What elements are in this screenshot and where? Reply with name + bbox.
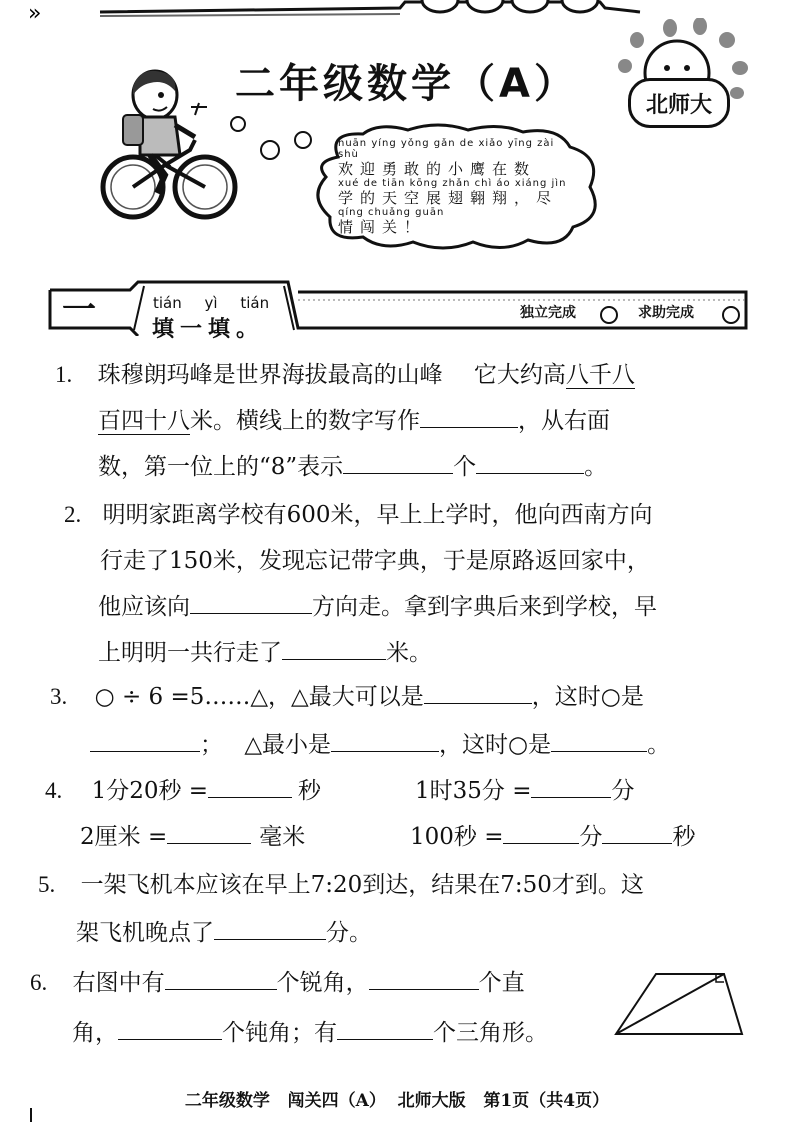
question-text: 分 [579, 824, 603, 850]
page-title: 二年级数学（A） [235, 61, 578, 107]
help-complete-label [638, 302, 694, 322]
question-text: 秒 [298, 778, 322, 804]
answer-blank[interactable] [503, 821, 579, 844]
section-title: 填一填。 [152, 316, 265, 342]
left-margin-mark [30, 1108, 32, 1122]
question-5 [38, 862, 644, 908]
answer-blank[interactable] [369, 967, 479, 990]
section-number: 一 [62, 290, 96, 330]
question-6-line-2 [72, 1010, 548, 1056]
question-4-b [415, 768, 634, 814]
question-1-line-3 [98, 444, 607, 490]
question-text: 。 [647, 732, 671, 758]
question-text: 架飞机晚点了 [76, 920, 214, 946]
question-text: 米。横线上的数字写作 [190, 408, 420, 434]
answer-blank[interactable] [602, 821, 672, 844]
question-text: 他应该向 [98, 594, 190, 620]
question-number: 3. [50, 684, 68, 709]
question-text: 米。 [386, 640, 432, 666]
question-2-line-4 [98, 630, 432, 676]
boy-on-bicycle-illustration [95, 55, 240, 225]
trapezoid-figure [612, 968, 746, 1040]
answer-blank[interactable] [118, 1017, 222, 1040]
question-text: ，从右面 [518, 408, 610, 434]
bubble-pinyin-1: huān yíng yǒng gǎn de xiǎo yīng zài shù [338, 138, 555, 160]
underlined-number-text: 百四十八 [98, 408, 190, 434]
question-text: ，这时○是 [439, 732, 552, 758]
question-text: ，这时○是 [531, 684, 644, 710]
question-text: 。 [584, 454, 608, 480]
question-text: 珠穆朗玛峰是世界海拔最高的山峰 [97, 362, 443, 388]
question-4-d [410, 814, 695, 860]
question-text: ○ ÷ 6 =5……△，△最大可以是 [94, 684, 424, 710]
question-6 [30, 960, 525, 1006]
thought-bubble-dots [225, 110, 315, 170]
self-complete-checkbox[interactable] [600, 306, 618, 324]
question-text: ； [200, 732, 223, 758]
question-1-line-2 [98, 398, 610, 444]
question-text: 上明明一共行走了 [98, 640, 282, 666]
section-pinyin: tián yì tián [153, 294, 270, 312]
question-text: 100秒 = [410, 824, 504, 850]
bubble-line-2: 学的天空展翅翱翔，尽 [338, 189, 559, 207]
question-number: 5. [38, 872, 56, 897]
answer-blank[interactable] [343, 451, 453, 474]
question-number: 2. [64, 502, 82, 527]
answer-blank[interactable] [337, 1017, 433, 1040]
underlined-number-text: 八千八 [565, 362, 635, 388]
answer-blank[interactable] [531, 775, 611, 798]
question-text: 1分20秒 = [91, 778, 209, 804]
question-text: 数，第一位上的“8”表示 [98, 454, 344, 480]
question-text: 方向走。拿到字典后来到学校，早 [312, 594, 657, 620]
answer-blank[interactable] [282, 637, 386, 660]
speech-bubble-text [338, 138, 578, 236]
question-3 [50, 674, 644, 720]
bubble-pinyin-3: qíng chuǎng guān [338, 207, 445, 218]
answer-blank[interactable] [167, 821, 251, 844]
answer-blank[interactable] [331, 729, 439, 752]
question-text: 1时35分 = [415, 778, 532, 804]
self-complete-label [520, 302, 576, 322]
answer-blank[interactable] [476, 451, 584, 474]
publisher-badge: 北师大 [628, 78, 730, 128]
help-complete-text: 求助完成 [638, 305, 694, 321]
question-1 [55, 352, 635, 398]
answer-blank[interactable] [420, 405, 518, 428]
bubble-pinyin-2: xué de tiān kōng zhǎn chì áo xiáng jìn [338, 178, 567, 189]
answer-blank[interactable] [90, 729, 200, 752]
self-complete-text: 独立完成 [520, 305, 576, 321]
question-2-line-2 [100, 538, 650, 584]
question-number: 6. [30, 970, 48, 995]
question-text: 个锐角， [276, 970, 369, 996]
question-text: 行走了150米，发现忘记带字典，于是原路返回家中， [100, 548, 650, 574]
answer-blank[interactable] [551, 729, 647, 752]
question-text: 个直 [478, 970, 525, 996]
question-text: 右图中有 [72, 970, 165, 996]
question-text: 秒 [672, 824, 696, 850]
question-3-line-2 [90, 722, 670, 768]
question-text: 分 [611, 778, 635, 804]
question-text: 角， [72, 1020, 118, 1046]
question-text: 个钝角；有 [222, 1020, 337, 1046]
answer-blank[interactable] [208, 775, 292, 798]
question-text: 个三角形。 [433, 1020, 548, 1046]
question-4-c [80, 814, 305, 860]
question-number: 1. [55, 362, 73, 387]
question-text: △最小是 [244, 732, 332, 758]
svg-text:»: » [28, 1, 42, 26]
question-number: 4. [45, 778, 63, 803]
question-text: 个 [453, 454, 477, 480]
question-5-line-2 [76, 910, 372, 956]
question-text: 毫米 [259, 824, 306, 850]
question-2-line-3 [98, 584, 657, 630]
question-4 [45, 768, 321, 814]
bubble-line-3: 情闯关！ [338, 218, 427, 236]
question-text: 分。 [326, 920, 372, 946]
help-complete-checkbox[interactable] [722, 306, 740, 324]
answer-blank[interactable] [190, 591, 312, 614]
page-footer: 二年级数学 闯关四（A） 北师大版 第1页（共4页） [184, 1091, 610, 1111]
answer-blank[interactable] [214, 917, 326, 940]
question-text: 一架飞机本应该在早上7:20到达，结果在7:50才到。这 [80, 872, 644, 898]
answer-blank[interactable] [165, 967, 277, 990]
answer-blank[interactable] [424, 681, 532, 704]
question-text: 它大约高 [473, 362, 566, 388]
question-2 [64, 492, 652, 538]
question-text: 明明家距离学校有600米，早上上学时，他向西南方向 [102, 502, 653, 528]
bubble-line-1: 欢迎勇敢的小鹰在数 [338, 160, 537, 178]
question-text: 2厘米 = [80, 824, 168, 850]
